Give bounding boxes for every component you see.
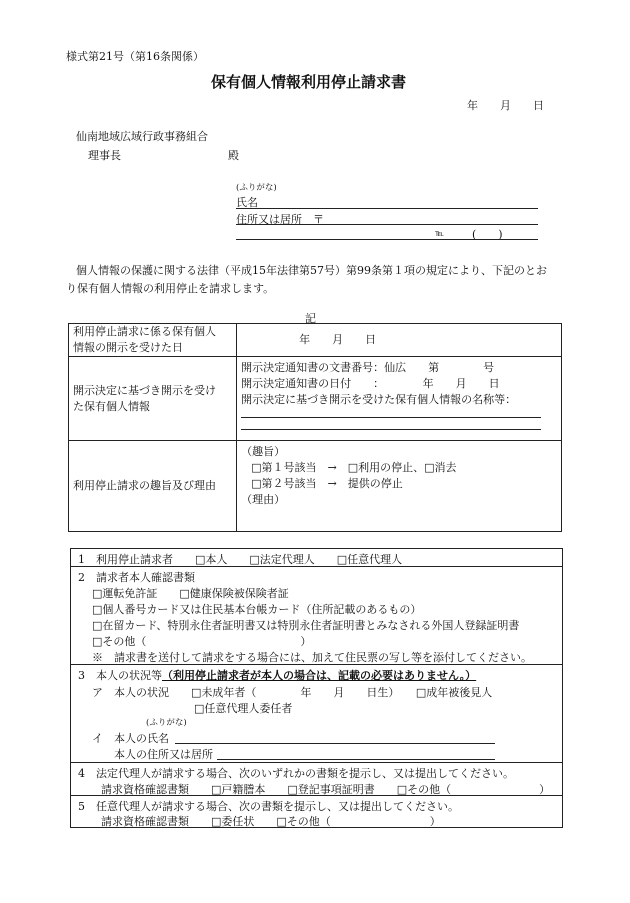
requester-tel-line[interactable] (236, 239, 538, 240)
requester-tel-paren: ( ) (472, 228, 503, 241)
disclosed-info-label: 開示決定に基づき開示を受け た保有個人情報 (69, 357, 237, 441)
statement-line-2: り保有個人情報の利用停止を請求します。 (66, 282, 275, 295)
disclosure-date-label: 利用停止請求に係る保有個人 情報の開示を受けた日 (69, 324, 237, 357)
ki-heading: 記 (305, 312, 316, 325)
section-5-docs[interactable]: 請求資格確認書類 □委任状 □その他（ ） (101, 815, 441, 828)
section-2-title: 2 請求者本人確認書類 (78, 571, 195, 584)
requester-furigana: (ふりがな) (236, 183, 277, 193)
section-3-status[interactable]: ア 本人の状況 □未成年者（ 年 月 日生） □成年被後見人 (92, 686, 493, 699)
section-2-docs-4[interactable]: □その他（ ） (92, 635, 312, 648)
section-2-docs-2[interactable]: □個人番号カード又は住民基本台帳カード（住所記載のあるもの） (92, 603, 422, 616)
section-2-docs-3[interactable]: □在留カード、特別永住者証明書又は特別永住者証明書とみなされる外国人登録証明書 (92, 619, 520, 632)
section-3-furigana: (ふりがな) (146, 718, 187, 728)
addressee-org: 仙南地域広域行政事務組合 (76, 130, 208, 143)
section-3-name-label: イ 本人の氏名 (92, 732, 169, 745)
section-1-requester-type[interactable]: 1 利用停止請求者 □本人 □法定代理人 □任意代理人 (78, 553, 403, 566)
purpose-reason-value[interactable]: （趣旨） □第１号該当 → □利用の停止、□消去 □第２号該当 → 提供の停止 （理由） (237, 441, 562, 532)
form-number: 様式第21号（第16条関係） (66, 50, 204, 63)
statement-line-1: 個人情報の保護に関する法律（平成15年法律第57号）第99条第１項の規定により、下記のとお (76, 264, 547, 277)
request-details-table (68, 323, 562, 532)
disclosure-date-value[interactable]: 年 月 日 (237, 324, 562, 357)
requester-name-line[interactable] (236, 208, 538, 209)
section-5-title: 5 任意代理人が請求する場合、次の書類を提示し、又は提出してください。 (78, 800, 459, 813)
purpose-reason-label: 利用停止請求の趣旨及び理由 (69, 441, 237, 532)
requester-address-line[interactable] (236, 224, 538, 225)
request-date: 年 月 日 (467, 99, 544, 112)
requester-address-label: 住所又は居所 〒 (236, 213, 324, 226)
requester-name-label: 氏名 (236, 196, 258, 209)
section-3-title: 3 本人の状況等（利用停止請求者が本人の場合は、記載の必要はありません。） (78, 669, 477, 682)
section-3-status-2[interactable]: □任意代理人委任者 (194, 702, 293, 715)
section-3-name-line[interactable] (175, 743, 495, 744)
section-4-title: 4 法定代理人が請求する場合、次のいずれかの書類を提示し、又は提出してください。 (78, 767, 514, 780)
addressee-honorific: 殿 (228, 149, 239, 162)
addressee-head: 理事長 (88, 149, 121, 162)
page-title: 保有個人情報利用停止請求書 (211, 73, 407, 91)
section-4-docs[interactable]: 請求資格確認書類 □戸籍謄本 □登記事項証明書 □その他（ ） (101, 783, 551, 796)
disclosed-info-value[interactable]: 開示決定通知書の文書番号：仙広 第 号 開示決定通知書の日付 ： 年 月 日 開示決定に基づき開示を受けた保有個人情報の名称等： (237, 357, 562, 441)
section-2-docs-1[interactable]: □運転免許証 □健康保険被保険者証 (92, 587, 289, 600)
section-3-address-line[interactable] (217, 759, 495, 760)
section-3-address-label: 本人の住所又は居所 (114, 748, 213, 761)
section-2-note: ※ 請求書を送付して請求をする場合には、加えて住民票の写し等を添付してください。 (92, 651, 532, 664)
requester-tel-label: ℡ (435, 229, 445, 239)
